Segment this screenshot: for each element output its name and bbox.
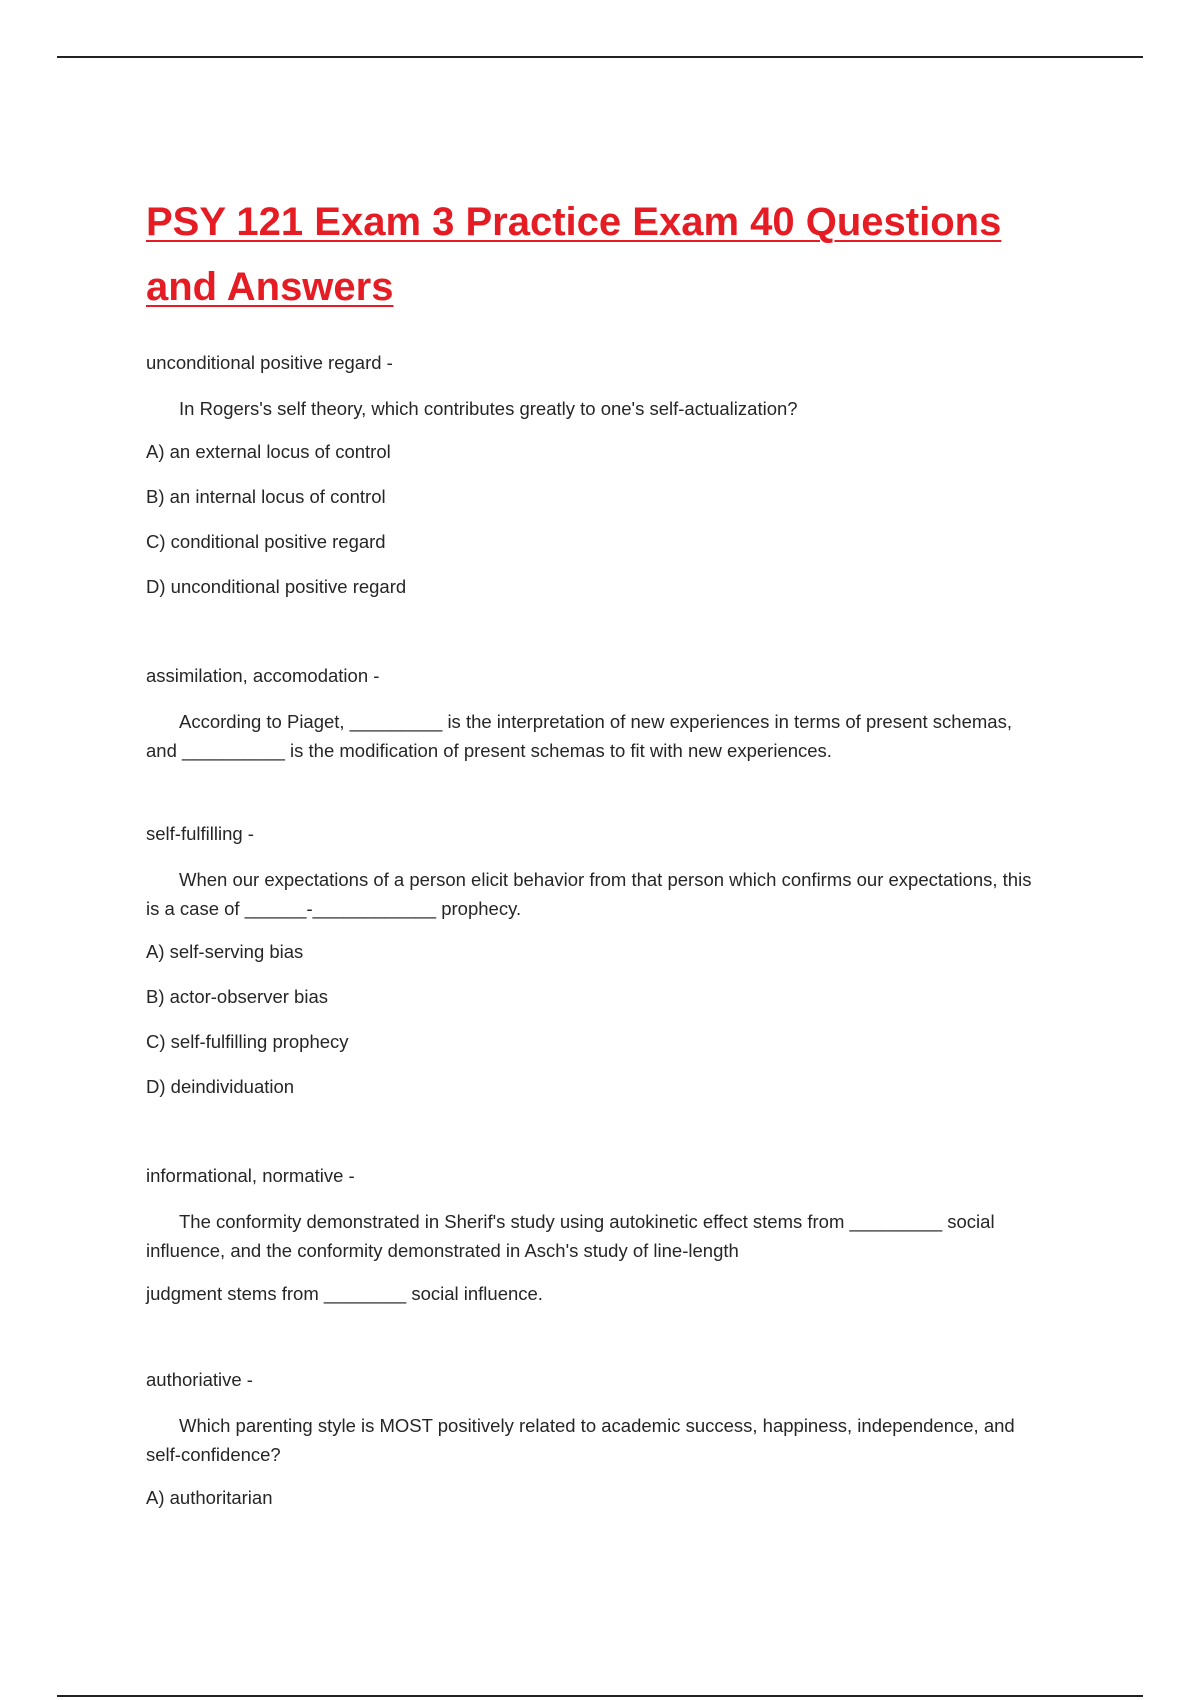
answer-term: informational, normative -: [146, 1165, 355, 1186]
top-rule: [57, 56, 1143, 58]
question-text: When our expectations of a person elicit behavior from that person which confirms our expectations, this is a case of ______-____________ prophecy.: [146, 869, 1032, 919]
spacer: [146, 1323, 1046, 1367]
question-text: Which parenting style is MOST positively related to academic success, happiness, independence, and self-confidence?: [146, 1415, 1015, 1465]
option-b: B) actor-observer bias: [146, 986, 328, 1007]
spacer: [146, 619, 1046, 663]
question-continuation: judgment stems from ________ social influence.: [146, 1283, 543, 1304]
option-d: D) unconditional positive regard: [146, 576, 407, 597]
question-text: According to Piaget, _________ is the interpretation of new experiences in terms of present schemas, and __________ is the modification of present schemas to fit with new experiences.: [146, 711, 1012, 761]
option-c: C) conditional positive regard: [146, 531, 386, 552]
option-d: D) deindividuation: [146, 1076, 295, 1097]
answer-term: assimilation, accomodation -: [146, 665, 380, 686]
answer-term: unconditional positive regard -: [146, 352, 393, 373]
spacer: [146, 781, 1046, 821]
qa-item: [146, 350, 1046, 600]
question-text: In Rogers's self theory, which contributes greatly to one's self-actualization?: [179, 398, 798, 419]
document-body: [146, 190, 1046, 1530]
option-a: A) self-serving bias: [146, 941, 304, 962]
spacer: [146, 1119, 1046, 1163]
qa-item: [146, 1163, 1046, 1307]
qa-item: [146, 663, 1046, 765]
option-c: C) self-fulfilling prophecy: [146, 1031, 349, 1052]
qa-item: [146, 821, 1046, 1100]
option-a: A) authoritarian: [146, 1487, 273, 1508]
answer-term: authoriative -: [146, 1369, 253, 1390]
document-title: PSY 121 Exam 3 Practice Exam 40 Questions and Answers: [146, 200, 1002, 309]
option-b: B) an internal locus of control: [146, 486, 386, 507]
qa-item: [146, 1367, 1046, 1511]
question-text: The conformity demonstrated in Sherif's study using autokinetic effect stems from _________ social influence, and the conformity demonstrated in Asch's study of line-length: [146, 1211, 995, 1261]
answer-term: self-fulfilling -: [146, 823, 254, 844]
bottom-rule: [57, 1695, 1143, 1697]
option-a: A) an external locus of control: [146, 441, 391, 462]
